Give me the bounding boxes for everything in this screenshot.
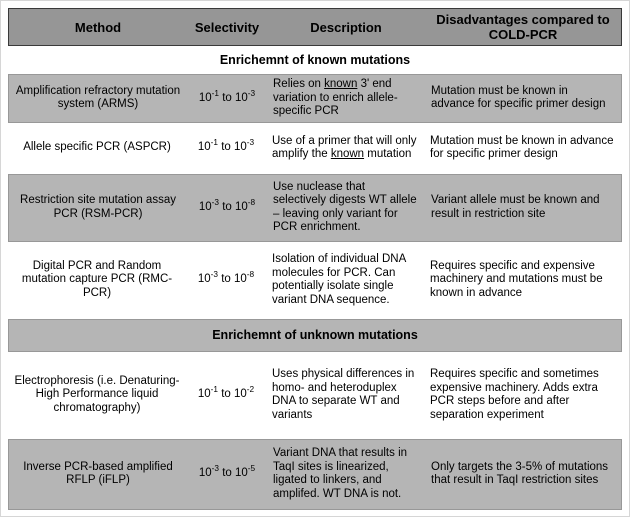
disadvantages-cell: Variant allele must be known and result in restriction site <box>431 194 600 220</box>
selectivity-cell: $10^{-1}$ to $10^{-3}$ <box>198 88 256 104</box>
method-cell: Inverse PCR-based amplified RFLP (iFLP) <box>23 460 173 486</box>
description-cell: Relies on known 3' end variation to enrich allele-specific PCR <box>273 78 398 117</box>
section-header-unknown-mutations: Enrichemnt of unknown mutations <box>8 319 622 352</box>
description-cell: Uses physical differences in homo- and heteroduplex DNA to separate WT and variants <box>272 368 415 421</box>
disadvantages-cell: Requires specific and expensive machinery and mutations must be known in advance <box>430 259 603 299</box>
selectivity-cell: $10^{-1}$ to $10^{-3}$ <box>197 138 255 154</box>
column-header-selectivity: Selectivity <box>194 19 260 35</box>
description-cell: Variant DNA that results in TaqI sites is linearized, ligated to linkers, and amplifed. WT DNA is not. <box>273 447 408 500</box>
disadvantages-cell: Mutation must be known in advance for specific primer design <box>431 84 606 111</box>
method-cell: Restriction site mutation assay PCR (RSM-PCR) <box>20 194 176 220</box>
section-header-known-mutations: Enrichemnt of known mutations <box>8 46 622 74</box>
method-cell: Amplification refractory mutation system (ARMS) <box>15 84 181 111</box>
table-row-rmc-pcr <box>8 242 622 319</box>
selectivity-cell: $10^{-3}$ to $10^{-8}$ <box>198 197 256 213</box>
disadvantages-cell: Only targets the 3-5% of mutations that result in TaqI restriction sites <box>431 460 609 486</box>
selectivity-cell: $10^{-3}$ to $10^{-8}$ <box>197 270 255 286</box>
column-header-method: Method <box>74 19 122 35</box>
description-cell: Use of a primer that will only amplify the known mutation <box>272 134 417 160</box>
column-header-description: Description <box>310 19 382 35</box>
table-header-row <box>8 8 622 46</box>
description-cell: Use nuclease that selectively digests WT allele – leaving only variant for PCR enrichment. <box>273 180 417 233</box>
column-header-disadvantages: Disadvantages compared to COLD-PCR <box>436 12 610 42</box>
description-cell: Isolation of individual DNA molecules for PCR. Can potentially isolate single variant DNA sequence. <box>272 253 406 306</box>
disadvantages-cell: Mutation must be known in advance for specific primer design <box>430 134 614 160</box>
method-cell: Electrophoresis (i.e. Denaturing-High Performance liquid chromatography) <box>14 374 180 414</box>
method-cell: Allele specific PCR (ASPCR) <box>23 141 171 154</box>
method-cell: Digital PCR and Random mutation capture PCR (RMC-PCR) <box>21 259 173 299</box>
selectivity-cell: $10^{-3}$ to $10^{-5}$ <box>198 464 256 480</box>
table-row-iflp <box>8 439 622 510</box>
selectivity-cell: $10^{-1}$ to $10^{-2}$ <box>197 385 255 401</box>
table-row-electrophoresis <box>8 352 622 439</box>
table-row-arms <box>8 74 622 123</box>
table-row-rsm-pcr <box>8 174 622 242</box>
disadvantages-cell: Requires specific and sometimes expensive machinery. Adds extra PCR steps before and after separation experiment <box>430 368 599 421</box>
table-row-aspcr <box>8 123 622 174</box>
pcr-methods-comparison-table <box>8 8 622 510</box>
